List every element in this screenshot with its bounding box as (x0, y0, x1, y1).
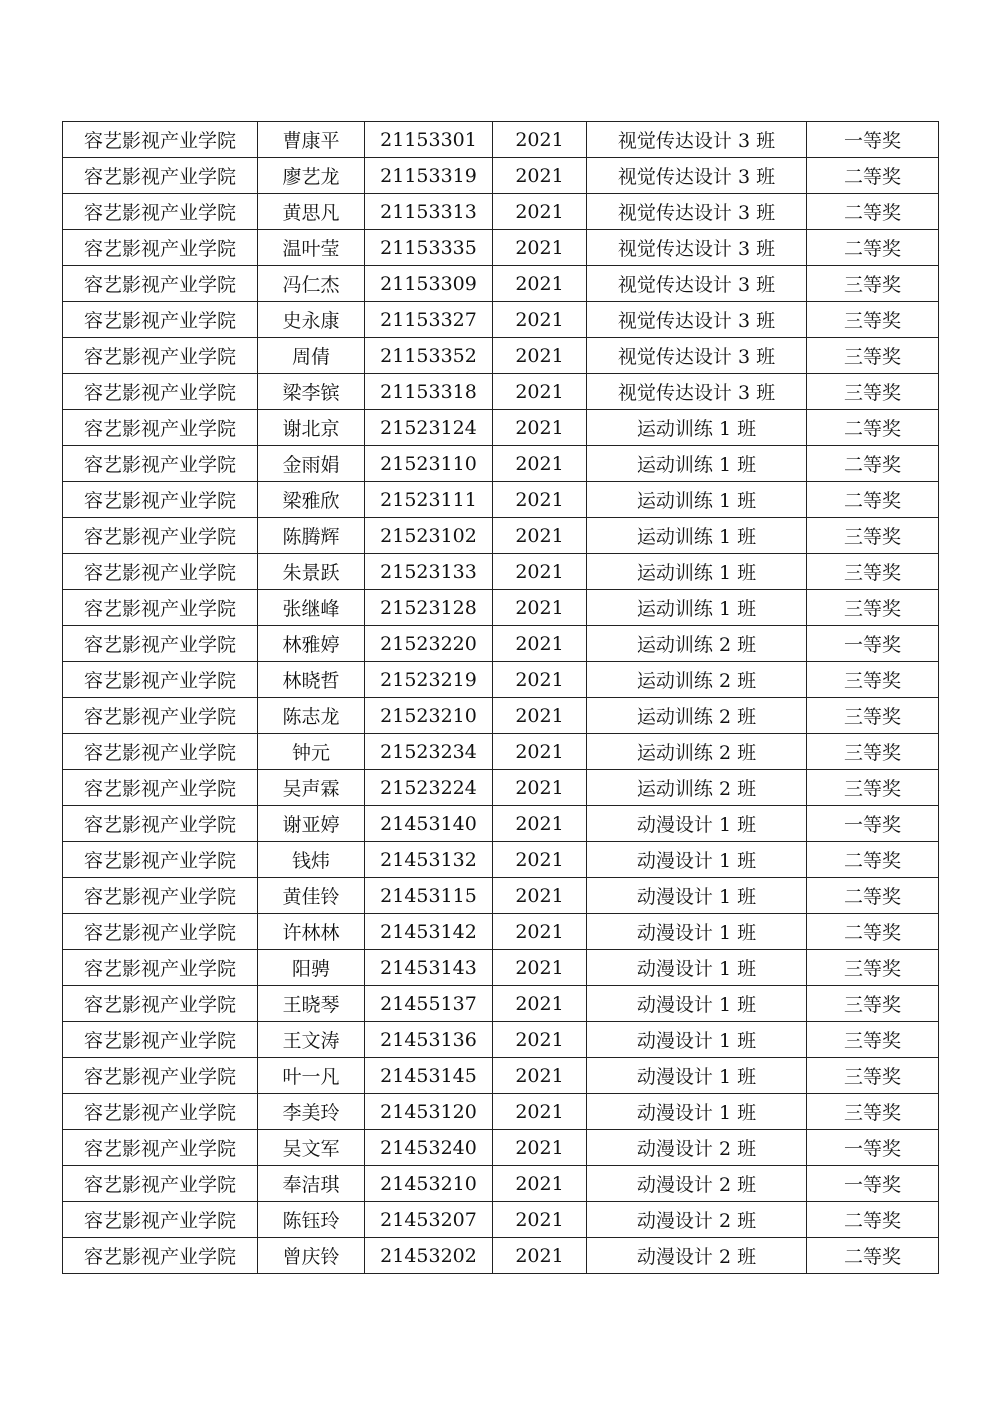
college-cell: 容艺影视产业学院 (63, 662, 258, 698)
name-cell: 钱炜 (258, 842, 365, 878)
award-cell: 三等奖 (807, 590, 939, 626)
class-cell: 运动训练 2 班 (587, 626, 807, 662)
college-cell: 容艺影视产业学院 (63, 482, 258, 518)
grade-cell: 2021 (493, 410, 587, 446)
class-cell: 运动训练 2 班 (587, 734, 807, 770)
student-id-cell: 21153335 (365, 230, 493, 266)
class-cell: 运动训练 2 班 (587, 698, 807, 734)
table-row (63, 230, 939, 266)
grade-cell: 2021 (493, 1130, 587, 1166)
name-cell: 陈志龙 (258, 698, 365, 734)
class-cell: 视觉传达设计 3 班 (587, 302, 807, 338)
award-cell: 一等奖 (807, 626, 939, 662)
table-row (63, 770, 939, 806)
college-cell: 容艺影视产业学院 (63, 1022, 258, 1058)
award-cell: 三等奖 (807, 662, 939, 698)
award-cell: 二等奖 (807, 878, 939, 914)
grade-cell: 2021 (493, 302, 587, 338)
college-cell: 容艺影视产业学院 (63, 518, 258, 554)
class-cell: 视觉传达设计 3 班 (587, 374, 807, 410)
class-cell: 动漫设计 1 班 (587, 878, 807, 914)
student-id-cell: 21523224 (365, 770, 493, 806)
award-cell: 二等奖 (807, 482, 939, 518)
grade-cell: 2021 (493, 1202, 587, 1238)
name-cell: 张继峰 (258, 590, 365, 626)
award-cell: 一等奖 (807, 122, 939, 158)
class-cell: 视觉传达设计 3 班 (587, 230, 807, 266)
table-row (63, 806, 939, 842)
class-cell: 动漫设计 1 班 (587, 950, 807, 986)
table-row (63, 1166, 939, 1202)
student-id-cell: 21153309 (365, 266, 493, 302)
table-row (63, 878, 939, 914)
student-id-cell: 21523220 (365, 626, 493, 662)
table-row (63, 698, 939, 734)
award-cell: 三等奖 (807, 1022, 939, 1058)
student-id-cell: 21453143 (365, 950, 493, 986)
award-cell: 二等奖 (807, 194, 939, 230)
award-cell: 三等奖 (807, 986, 939, 1022)
class-cell: 运动训练 2 班 (587, 662, 807, 698)
name-cell: 谢亚婷 (258, 806, 365, 842)
college-cell: 容艺影视产业学院 (63, 950, 258, 986)
table-row (63, 842, 939, 878)
table-row (63, 1022, 939, 1058)
award-cell: 二等奖 (807, 158, 939, 194)
student-id-cell: 21453145 (365, 1058, 493, 1094)
award-cell: 三等奖 (807, 374, 939, 410)
name-cell: 周倩 (258, 338, 365, 374)
college-cell: 容艺影视产业学院 (63, 374, 258, 410)
table-row (63, 1094, 939, 1130)
student-id-cell: 21153327 (365, 302, 493, 338)
table-row (63, 1130, 939, 1166)
class-cell: 运动训练 1 班 (587, 554, 807, 590)
award-cell: 三等奖 (807, 770, 939, 806)
table-row (63, 446, 939, 482)
college-cell: 容艺影视产业学院 (63, 1202, 258, 1238)
class-cell: 视觉传达设计 3 班 (587, 194, 807, 230)
award-cell: 二等奖 (807, 1238, 939, 1274)
college-cell: 容艺影视产业学院 (63, 122, 258, 158)
student-id-cell: 21523128 (365, 590, 493, 626)
table-row (63, 410, 939, 446)
table-row (63, 518, 939, 554)
table-row (63, 374, 939, 410)
table-row (63, 590, 939, 626)
student-id-cell: 21523110 (365, 446, 493, 482)
college-cell: 容艺影视产业学院 (63, 158, 258, 194)
student-id-cell: 21453240 (365, 1130, 493, 1166)
grade-cell: 2021 (493, 1022, 587, 1058)
class-cell: 动漫设计 2 班 (587, 1202, 807, 1238)
grade-cell: 2021 (493, 590, 587, 626)
name-cell: 叶一凡 (258, 1058, 365, 1094)
name-cell: 朱景跃 (258, 554, 365, 590)
grade-cell: 2021 (493, 1094, 587, 1130)
student-id-cell: 21523111 (365, 482, 493, 518)
college-cell: 容艺影视产业学院 (63, 302, 258, 338)
grade-cell: 2021 (493, 122, 587, 158)
grade-cell: 2021 (493, 230, 587, 266)
student-id-cell: 21455137 (365, 986, 493, 1022)
award-cell: 三等奖 (807, 266, 939, 302)
grade-cell: 2021 (493, 626, 587, 662)
award-cell: 一等奖 (807, 1166, 939, 1202)
table-row (63, 158, 939, 194)
student-id-cell: 21453120 (365, 1094, 493, 1130)
award-cell: 二等奖 (807, 842, 939, 878)
student-id-cell: 21523219 (365, 662, 493, 698)
name-cell: 陈腾辉 (258, 518, 365, 554)
name-cell: 黄佳铃 (258, 878, 365, 914)
student-id-cell: 21153319 (365, 158, 493, 194)
college-cell: 容艺影视产业学院 (63, 410, 258, 446)
college-cell: 容艺影视产业学院 (63, 770, 258, 806)
table-row (63, 914, 939, 950)
grade-cell: 2021 (493, 842, 587, 878)
name-cell: 林雅婷 (258, 626, 365, 662)
grade-cell: 2021 (493, 554, 587, 590)
name-cell: 王晓琴 (258, 986, 365, 1022)
college-cell: 容艺影视产业学院 (63, 1166, 258, 1202)
student-id-cell: 21453210 (365, 1166, 493, 1202)
name-cell: 阳骋 (258, 950, 365, 986)
student-id-cell: 21523133 (365, 554, 493, 590)
college-cell: 容艺影视产业学院 (63, 698, 258, 734)
grade-cell: 2021 (493, 770, 587, 806)
class-cell: 动漫设计 1 班 (587, 1022, 807, 1058)
college-cell: 容艺影视产业学院 (63, 878, 258, 914)
class-cell: 动漫设计 1 班 (587, 806, 807, 842)
award-cell: 三等奖 (807, 1094, 939, 1130)
table-row (63, 1058, 939, 1094)
table-row (63, 302, 939, 338)
table-row (63, 734, 939, 770)
award-table-body (63, 122, 939, 1274)
grade-cell: 2021 (493, 950, 587, 986)
name-cell: 史永康 (258, 302, 365, 338)
name-cell: 吴文军 (258, 1130, 365, 1166)
table-row (63, 554, 939, 590)
college-cell: 容艺影视产业学院 (63, 266, 258, 302)
grade-cell: 2021 (493, 662, 587, 698)
class-cell: 动漫设计 2 班 (587, 1130, 807, 1166)
name-cell: 曹康平 (258, 122, 365, 158)
name-cell: 李美玲 (258, 1094, 365, 1130)
grade-cell: 2021 (493, 482, 587, 518)
class-cell: 动漫设计 1 班 (587, 1094, 807, 1130)
class-cell: 动漫设计 2 班 (587, 1166, 807, 1202)
table-row (63, 122, 939, 158)
table-row (63, 662, 939, 698)
grade-cell: 2021 (493, 374, 587, 410)
award-cell: 三等奖 (807, 302, 939, 338)
grade-cell: 2021 (493, 446, 587, 482)
college-cell: 容艺影视产业学院 (63, 230, 258, 266)
award-cell: 二等奖 (807, 446, 939, 482)
college-cell: 容艺影视产业学院 (63, 338, 258, 374)
name-cell: 王文涛 (258, 1022, 365, 1058)
student-id-cell: 21523210 (365, 698, 493, 734)
name-cell: 廖艺龙 (258, 158, 365, 194)
student-id-cell: 21453140 (365, 806, 493, 842)
class-cell: 运动训练 2 班 (587, 770, 807, 806)
college-cell: 容艺影视产业学院 (63, 986, 258, 1022)
student-id-cell: 21153352 (365, 338, 493, 374)
student-id-cell: 21153313 (365, 194, 493, 230)
grade-cell: 2021 (493, 338, 587, 374)
table-row (63, 338, 939, 374)
name-cell: 吴声霖 (258, 770, 365, 806)
college-cell: 容艺影视产业学院 (63, 194, 258, 230)
name-cell: 林晓哲 (258, 662, 365, 698)
class-cell: 运动训练 1 班 (587, 590, 807, 626)
grade-cell: 2021 (493, 734, 587, 770)
class-cell: 视觉传达设计 3 班 (587, 338, 807, 374)
grade-cell: 2021 (493, 1166, 587, 1202)
award-cell: 二等奖 (807, 410, 939, 446)
award-cell: 三等奖 (807, 1058, 939, 1094)
student-id-cell: 21523234 (365, 734, 493, 770)
name-cell: 梁李镔 (258, 374, 365, 410)
name-cell: 奉洁琪 (258, 1166, 365, 1202)
college-cell: 容艺影视产业学院 (63, 1058, 258, 1094)
award-cell: 三等奖 (807, 554, 939, 590)
name-cell: 钟元 (258, 734, 365, 770)
name-cell: 梁雅欣 (258, 482, 365, 518)
grade-cell: 2021 (493, 194, 587, 230)
table-row (63, 482, 939, 518)
name-cell: 黄思凡 (258, 194, 365, 230)
student-id-cell: 21453202 (365, 1238, 493, 1274)
award-cell: 三等奖 (807, 950, 939, 986)
student-id-cell: 21453207 (365, 1202, 493, 1238)
student-id-cell: 21523102 (365, 518, 493, 554)
award-cell: 三等奖 (807, 338, 939, 374)
college-cell: 容艺影视产业学院 (63, 626, 258, 662)
award-cell: 二等奖 (807, 1202, 939, 1238)
college-cell: 容艺影视产业学院 (63, 914, 258, 950)
college-cell: 容艺影视产业学院 (63, 1130, 258, 1166)
college-cell: 容艺影视产业学院 (63, 554, 258, 590)
class-cell: 视觉传达设计 3 班 (587, 158, 807, 194)
grade-cell: 2021 (493, 914, 587, 950)
college-cell: 容艺影视产业学院 (63, 842, 258, 878)
grade-cell: 2021 (493, 1058, 587, 1094)
grade-cell: 2021 (493, 986, 587, 1022)
grade-cell: 2021 (493, 518, 587, 554)
class-cell: 视觉传达设计 3 班 (587, 122, 807, 158)
class-cell: 视觉传达设计 3 班 (587, 266, 807, 302)
award-cell: 二等奖 (807, 914, 939, 950)
grade-cell: 2021 (493, 1238, 587, 1274)
name-cell: 许林林 (258, 914, 365, 950)
class-cell: 运动训练 1 班 (587, 446, 807, 482)
class-cell: 动漫设计 2 班 (587, 1238, 807, 1274)
table-row (63, 266, 939, 302)
student-id-cell: 21153301 (365, 122, 493, 158)
table-row (63, 194, 939, 230)
grade-cell: 2021 (493, 878, 587, 914)
student-id-cell: 21453136 (365, 1022, 493, 1058)
award-cell: 三等奖 (807, 734, 939, 770)
college-cell: 容艺影视产业学院 (63, 806, 258, 842)
student-id-cell: 21523124 (365, 410, 493, 446)
college-cell: 容艺影视产业学院 (63, 446, 258, 482)
college-cell: 容艺影视产业学院 (63, 590, 258, 626)
award-cell: 一等奖 (807, 1130, 939, 1166)
table-row (63, 986, 939, 1022)
name-cell: 冯仁杰 (258, 266, 365, 302)
class-cell: 动漫设计 1 班 (587, 842, 807, 878)
class-cell: 运动训练 1 班 (587, 410, 807, 446)
award-cell: 三等奖 (807, 698, 939, 734)
class-cell: 运动训练 1 班 (587, 482, 807, 518)
name-cell: 金雨娟 (258, 446, 365, 482)
name-cell: 陈钰玲 (258, 1202, 365, 1238)
award-cell: 一等奖 (807, 806, 939, 842)
class-cell: 动漫设计 1 班 (587, 1058, 807, 1094)
class-cell: 运动训练 1 班 (587, 518, 807, 554)
grade-cell: 2021 (493, 266, 587, 302)
class-cell: 动漫设计 1 班 (587, 986, 807, 1022)
college-cell: 容艺影视产业学院 (63, 1094, 258, 1130)
name-cell: 曾庆铃 (258, 1238, 365, 1274)
name-cell: 温叶莹 (258, 230, 365, 266)
student-id-cell: 21153318 (365, 374, 493, 410)
grade-cell: 2021 (493, 698, 587, 734)
student-id-cell: 21453115 (365, 878, 493, 914)
table-row (63, 1238, 939, 1274)
table-row (63, 950, 939, 986)
award-cell: 二等奖 (807, 230, 939, 266)
award-cell: 三等奖 (807, 518, 939, 554)
grade-cell: 2021 (493, 158, 587, 194)
class-cell: 动漫设计 1 班 (587, 914, 807, 950)
table-row (63, 1202, 939, 1238)
student-id-cell: 21453132 (365, 842, 493, 878)
name-cell: 谢北京 (258, 410, 365, 446)
student-id-cell: 21453142 (365, 914, 493, 950)
college-cell: 容艺影视产业学院 (63, 1238, 258, 1274)
table-row (63, 626, 939, 662)
grade-cell: 2021 (493, 806, 587, 842)
award-table (62, 121, 939, 1274)
college-cell: 容艺影视产业学院 (63, 734, 258, 770)
